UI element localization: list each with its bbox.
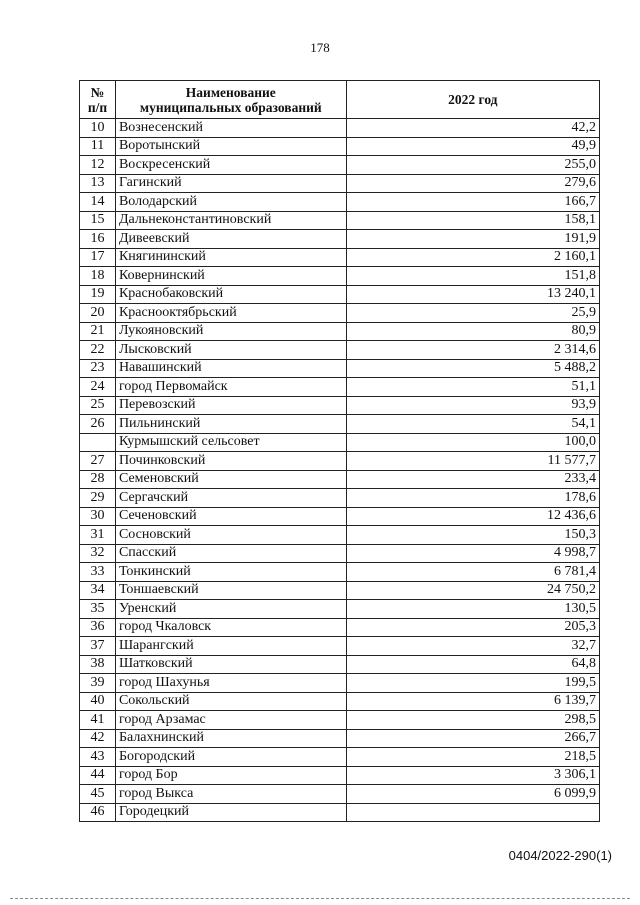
table-row: [80, 507, 600, 526]
row-name: Городецкий: [115, 803, 346, 822]
row-value: 6 781,4: [346, 563, 599, 582]
row-name: Уренский: [115, 600, 346, 619]
page-number: 178: [310, 40, 330, 55]
row-number: 17: [80, 248, 116, 267]
row-value: 100,0: [346, 433, 599, 452]
row-value: 218,5: [346, 748, 599, 767]
row-number: 29: [80, 489, 116, 508]
row-name: Шарангский: [115, 637, 346, 656]
table-row: [80, 692, 600, 711]
row-value: 64,8: [346, 655, 599, 674]
table-row: [80, 211, 600, 230]
table-row: [80, 341, 600, 360]
row-value: 233,4: [346, 470, 599, 489]
row-value: 199,5: [346, 674, 599, 693]
table-row: [80, 637, 600, 656]
table-row: [80, 748, 600, 767]
row-value: 13 240,1: [346, 285, 599, 304]
row-value: 49,9: [346, 137, 599, 156]
row-value: 2 160,1: [346, 248, 599, 267]
row-number: 34: [80, 581, 116, 600]
row-value: [346, 803, 599, 822]
table-row: [80, 304, 600, 323]
row-name: Воскресенский: [115, 156, 346, 175]
row-number: 42: [80, 729, 116, 748]
row-number: 43: [80, 748, 116, 767]
row-number: 35: [80, 600, 116, 619]
row-name: Сергачский: [115, 489, 346, 508]
row-value: 80,9: [346, 322, 599, 341]
row-name: Лукояновский: [115, 322, 346, 341]
row-value: 4 998,7: [346, 544, 599, 563]
table-row: [80, 230, 600, 249]
row-number: 10: [80, 119, 116, 138]
row-number: 16: [80, 230, 116, 249]
table-row: [80, 415, 600, 434]
row-number: 32: [80, 544, 116, 563]
row-name: Тонкинский: [115, 563, 346, 582]
row-number: 13: [80, 174, 116, 193]
document-code: 0404/2022-290(1): [508, 848, 612, 863]
table-row: [80, 396, 600, 415]
table-row: [80, 193, 600, 212]
table-row: [80, 544, 600, 563]
row-name: Гагинский: [115, 174, 346, 193]
row-name: Балахнинский: [115, 729, 346, 748]
table-row: [80, 526, 600, 545]
scan-artifact-line: [10, 898, 630, 899]
row-number: 39: [80, 674, 116, 693]
row-number: 44: [80, 766, 116, 785]
row-number: 14: [80, 193, 116, 212]
row-number: 24: [80, 378, 116, 397]
row-value: 93,9: [346, 396, 599, 415]
row-name: Вознесенский: [115, 119, 346, 138]
table-row: [80, 156, 600, 175]
row-value: 158,1: [346, 211, 599, 230]
row-number: 40: [80, 692, 116, 711]
row-number: 46: [80, 803, 116, 822]
row-number: 20: [80, 304, 116, 323]
row-name: Дивеевский: [115, 230, 346, 249]
table-row: [80, 322, 600, 341]
row-value: 6 099,9: [346, 785, 599, 804]
row-name: Володарский: [115, 193, 346, 212]
row-name: Богородский: [115, 748, 346, 767]
row-value: 51,1: [346, 378, 599, 397]
table-body: [80, 119, 600, 822]
row-value: 279,6: [346, 174, 599, 193]
row-number: 41: [80, 711, 116, 730]
table-row: [80, 433, 600, 452]
table-row: [80, 674, 600, 693]
table-row: [80, 655, 600, 674]
table-row: [80, 581, 600, 600]
table-row: [80, 489, 600, 508]
row-value: 205,3: [346, 618, 599, 637]
table-row: [80, 785, 600, 804]
header-name: Наименование муниципальных образований: [115, 81, 346, 119]
row-name: Воротынский: [115, 137, 346, 156]
row-value: 150,3: [346, 526, 599, 545]
table-row: [80, 452, 600, 471]
row-value: 24 750,2: [346, 581, 599, 600]
row-number: 27: [80, 452, 116, 471]
row-name: Пильнинский: [115, 415, 346, 434]
row-number: 12: [80, 156, 116, 175]
row-name: Сосновский: [115, 526, 346, 545]
row-name: Сокольский: [115, 692, 346, 711]
table-row: [80, 470, 600, 489]
row-name: Дальнеконстантиновский: [115, 211, 346, 230]
row-name: Курмышский сельсовет: [115, 433, 346, 452]
row-number: 22: [80, 341, 116, 360]
row-value: 32,7: [346, 637, 599, 656]
row-number: 36: [80, 618, 116, 637]
budget-table: [79, 80, 600, 822]
table-row: [80, 285, 600, 304]
row-value: 255,0: [346, 156, 599, 175]
row-number: 18: [80, 267, 116, 286]
row-name: Княгининский: [115, 248, 346, 267]
table-row: [80, 766, 600, 785]
table-row: [80, 119, 600, 138]
row-number: 23: [80, 359, 116, 378]
row-name: город Выкса: [115, 785, 346, 804]
table-row: [80, 267, 600, 286]
row-name: Починковский: [115, 452, 346, 471]
row-value: 5 488,2: [346, 359, 599, 378]
row-number: [80, 433, 116, 452]
row-value: 42,2: [346, 119, 599, 138]
row-name: Навашинский: [115, 359, 346, 378]
row-value: 12 436,6: [346, 507, 599, 526]
table-row: [80, 729, 600, 748]
row-value: 266,7: [346, 729, 599, 748]
row-name: Краснооктябрьский: [115, 304, 346, 323]
row-number: 30: [80, 507, 116, 526]
row-number: 31: [80, 526, 116, 545]
row-number: 15: [80, 211, 116, 230]
table-row: [80, 803, 600, 822]
table-row: [80, 137, 600, 156]
table-row: [80, 711, 600, 730]
row-name: Краснобаковский: [115, 285, 346, 304]
row-value: 298,5: [346, 711, 599, 730]
row-number: 19: [80, 285, 116, 304]
row-value: 11 577,7: [346, 452, 599, 471]
row-number: 37: [80, 637, 116, 656]
row-name: Лысковский: [115, 341, 346, 360]
row-number: 25: [80, 396, 116, 415]
row-value: 3 306,1: [346, 766, 599, 785]
table-row: [80, 359, 600, 378]
row-value: 2 314,6: [346, 341, 599, 360]
row-number: 28: [80, 470, 116, 489]
row-number: 38: [80, 655, 116, 674]
row-value: 191,9: [346, 230, 599, 249]
row-number: 21: [80, 322, 116, 341]
row-name: Сеченовский: [115, 507, 346, 526]
row-name: Перевозский: [115, 396, 346, 415]
row-name: Семеновский: [115, 470, 346, 489]
table-row: [80, 378, 600, 397]
row-value: 151,8: [346, 267, 599, 286]
row-name: Ковернинский: [115, 267, 346, 286]
row-number: 33: [80, 563, 116, 582]
row-name: Шатковский: [115, 655, 346, 674]
row-value: 130,5: [346, 600, 599, 619]
row-name: Спасский: [115, 544, 346, 563]
row-name: Тоншаевский: [115, 581, 346, 600]
row-value: 166,7: [346, 193, 599, 212]
table-header-row: [80, 81, 600, 119]
row-value: 6 139,7: [346, 692, 599, 711]
row-name: город Шахунья: [115, 674, 346, 693]
table-row: [80, 600, 600, 619]
row-number: 26: [80, 415, 116, 434]
table-row: [80, 563, 600, 582]
table-row: [80, 248, 600, 267]
row-name: город Арзамас: [115, 711, 346, 730]
table-row: [80, 618, 600, 637]
row-name: город Первомайск: [115, 378, 346, 397]
row-value: 178,6: [346, 489, 599, 508]
row-name: город Чкаловск: [115, 618, 346, 637]
table-row: [80, 174, 600, 193]
row-value: 25,9: [346, 304, 599, 323]
header-year: 2022 год: [346, 81, 599, 119]
row-number: 45: [80, 785, 116, 804]
row-name: город Бор: [115, 766, 346, 785]
row-number: 11: [80, 137, 116, 156]
header-num: № п/п: [80, 81, 116, 119]
row-value: 54,1: [346, 415, 599, 434]
